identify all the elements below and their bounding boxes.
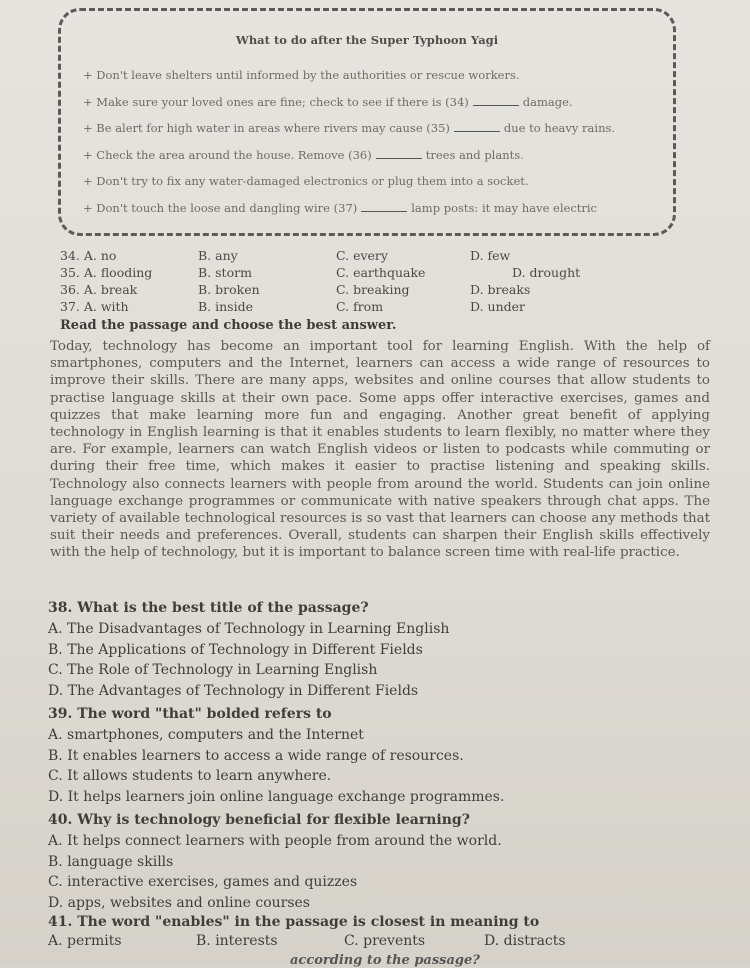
answer-option: B. interests — [196, 933, 278, 949]
answer-option: C. It allows students to learn anywhere. — [48, 768, 332, 784]
options-row-37 — [60, 299, 660, 316]
blank-37 — [361, 211, 407, 212]
notice-item: + Be alert for high water in areas where rivers may cause (35) due to heavy rains. — [83, 121, 616, 135]
notice-box — [58, 8, 676, 236]
question-40 — [48, 810, 688, 913]
option: D. under — [470, 299, 525, 314]
answer-option: B. The Applications of Technology in Different Fields — [48, 641, 423, 658]
question-text: 39. The word "that" bolded refers to — [48, 706, 332, 722]
question-41 — [48, 912, 688, 953]
options-row-34 — [60, 248, 660, 265]
answer-option: D. distracts — [484, 933, 566, 949]
answer-option: D. The Advantages of Technology in Different Fields — [48, 682, 419, 699]
question-38 — [48, 598, 688, 701]
option: 36. A. break — [60, 282, 138, 297]
option: C. earthquake — [336, 265, 426, 280]
option: C. from — [336, 299, 384, 314]
options-row-35 — [60, 265, 660, 282]
option: B. inside — [198, 299, 253, 314]
answer-option: C. The Role of Technology in Learning English — [48, 662, 378, 678]
option: C. breaking — [336, 282, 410, 297]
notice-item: + Don't try to fix any water-damaged electronics or plug them into a socket. — [83, 174, 529, 188]
answer-option: D. It helps learners join online language exchange programmes. — [48, 788, 505, 805]
question-41-options — [48, 933, 688, 953]
option: D. drought — [512, 265, 581, 280]
answer-option: A. The Disadvantages of Technology in Learning English — [48, 621, 450, 637]
answer-options — [60, 248, 660, 316]
reading-passage: Today, technology has become an important tool for learning English. With the help of smartphones, computers and the Internet, learners can access a wide range of resources to improve their skills. There are many apps, websites and online courses that allow students to practise language skills at their own pace. Some apps offer interactive exercises, games and quizzes that make learning more fun and engaging. Another great benefit of applying technology in English learning is that it enables students to learn flexibly, no matter where they are. For example, learners can watch English videos or listen to podcasts while commuting or during their free time, which makes it easier to practise listening and speaking skills. Technology also connects learners with people from around the world. Students can join online language exchange programmes or communicate with native speakers through chat apps. The variety of available technological resources is so vast that learners can choose any methods that suit their needs and preferences. Overall, students can sharpen their English skills effectively with the help of technology, but it is important to balance screen time with real-life practice. — [50, 339, 710, 561]
option: C. every — [336, 248, 388, 263]
answer-option: B. language skills — [48, 853, 174, 870]
cut-off-question-fragment: according to the passage? — [290, 953, 480, 968]
option: D. few — [470, 248, 511, 263]
question-text: 40. Why is technology beneficial for flexible learning? — [48, 812, 470, 828]
question-text: 38. What is the best title of the passage? — [48, 600, 369, 616]
option: B. storm — [198, 265, 252, 280]
blank-36 — [376, 158, 422, 159]
notice-title: What to do after the Super Typhoon Yagi — [235, 33, 499, 47]
option: 37. A. with — [60, 299, 129, 314]
answer-option: A. It helps connect learners with people from around the world. — [48, 833, 502, 849]
answer-option: A. permits — [48, 933, 122, 949]
notice-item: + Don't touch the loose and dangling wire (37) lamp posts: it may have electric — [83, 200, 598, 215]
answer-option: D. apps, websites and online courses — [48, 894, 310, 911]
option: 35. A. flooding — [60, 265, 153, 280]
blank-34 — [473, 105, 519, 106]
reading-instruction: Read the passage and choose the best answer. — [60, 318, 397, 333]
option: D. breaks — [470, 282, 531, 297]
notice-item: + Don't leave shelters until informed by the authorities or rescue workers. — [83, 68, 520, 82]
notice-list — [83, 67, 663, 226]
options-row-36 — [60, 282, 660, 299]
answer-option: B. It enables learners to access a wide range of resources. — [48, 747, 464, 764]
notice-item: + Make sure your loved ones are fine; check to see if there is (34) damage. — [83, 94, 573, 109]
question-text: 41. The word "enables" in the passage is closest in meaning to — [48, 914, 540, 930]
answer-option: A. smartphones, computers and the Internet — [48, 727, 364, 743]
question-39 — [48, 704, 688, 807]
option: B. broken — [198, 282, 260, 297]
answer-option: C. prevents — [344, 933, 426, 949]
option: 34. A. no — [60, 248, 117, 263]
option: B. any — [198, 248, 238, 263]
answer-option: C. interactive exercises, games and quizzes — [48, 874, 358, 890]
blank-35 — [454, 131, 500, 132]
notice-item: + Check the area around the house. Remove (36) trees and plants. — [83, 147, 524, 162]
